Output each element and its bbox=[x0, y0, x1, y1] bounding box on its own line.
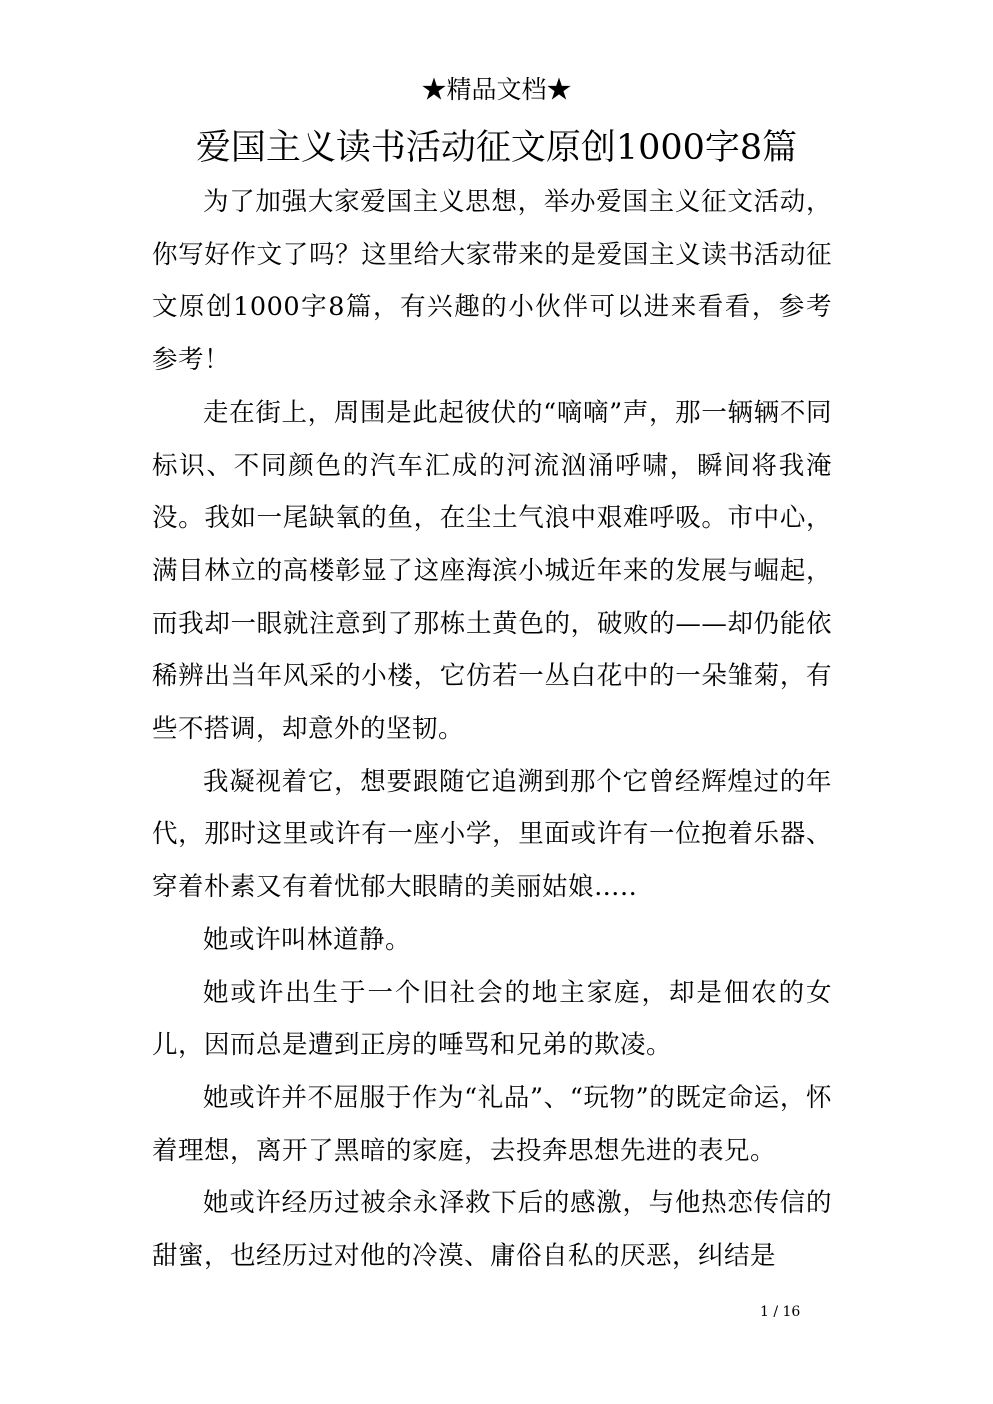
paragraph: 她或许叫林道静。 bbox=[203, 924, 412, 955]
document-title: 爱国主义读书活动征文原创1000字8篇 bbox=[195, 128, 798, 168]
paragraph: 我凝视着它，想要跟随它追溯到那个它曾经辉煌过的年代，那时这里或许有一座小学，里面或许有一位抱着乐器、穿着朴素又有着忧郁大眼睛的美丽姑娘….. bbox=[152, 766, 832, 903]
paragraph: 她或许出生于一个旧社会的地主家庭，却是佃农的女儿，因而总是遭到正房的唾骂和兄弟的欺凌。 bbox=[152, 977, 832, 1061]
paragraph: 她或许经历过被余永泽救下后的感激，与他热恋传信的甜蜜，也经历过对他的冷漠、庸俗自私的厌恶，纠结是 bbox=[152, 1188, 832, 1272]
paragraph: 她或许并不屈服于作为“礼品”、“玩物”的既定命运，怀着理想，离开了黑暗的家庭，去投奔思想先进的表兄。 bbox=[152, 1082, 832, 1166]
page-header: ★精品文档★ bbox=[421, 75, 572, 104]
paragraph: 走在街上，周围是此起彼伏的“嘀嘀”声，那一辆辆不同标识、不同颜色的汽车汇成的河流汹涌呼啸，瞬间将我淹没。我如一尾缺氧的鱼，在尘土气浪中艰难呼吸。市中心，满目林立的高楼彰显了这座海滨小城近年来的发展与崛起，而我却一眼就注意到了那栋土黄色的，破败的——却仍能依稀辨出当年风采的小楼，它仿若一丛白花中的一朵雏菊，有些不搭调，却意外的坚韧。 bbox=[152, 397, 832, 745]
page-number: 1 / 16 bbox=[760, 1304, 801, 1320]
paragraph: 为了加强大家爱国主义思想，举办爱国主义征文活动，你写好作文了吗？这里给大家带来的是爱国主义读书活动征文原创1000字8篇，有兴趣的小伙伴可以进来看看，参考参考！ bbox=[152, 187, 832, 376]
document-body bbox=[152, 176, 832, 1283]
